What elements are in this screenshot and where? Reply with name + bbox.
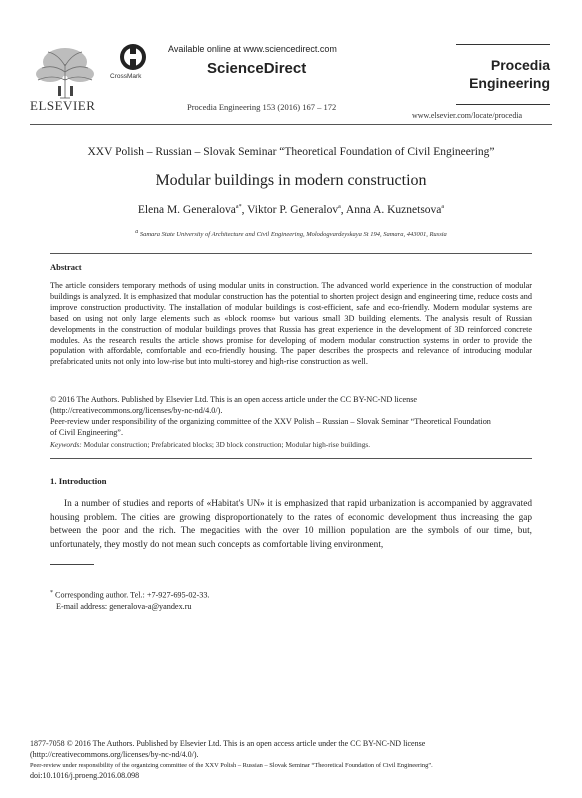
keywords [50, 440, 532, 449]
journal-title [460, 56, 550, 92]
keywords-text: Modular construction; Prefabricated blocks; 3D block construction; Modular high-rise buildings. [83, 440, 371, 449]
author-email[interactable]: E-mail address: generalova-a@yandex.ru [56, 601, 192, 611]
publisher-name: ELSEVIER [30, 98, 96, 113]
license-block [50, 395, 532, 439]
journal-url-link[interactable]: www.elsevier.com/locate/procedia [412, 111, 523, 120]
footer-peer-review: Peer-review under responsibility of the organizing committee of the XXV Polish – Russian – Slovak Seminar “Theoretical Foundation of Civil Engineering”. [30, 761, 433, 769]
crossmark-label: CrossMark [110, 73, 142, 80]
license-line: Peer-review under responsibility of the organizing committee of the XXV Polish – Russian – Slovak Seminar “Theoretical Foundation [50, 416, 491, 426]
license-link[interactable]: (http://creativecommons.org/licenses/by-nc-nd/4.0/). [50, 405, 223, 415]
affiliation-mark: a [135, 229, 139, 235]
author-name: Anna A. Kuznetsova [345, 204, 442, 216]
journal-title-line-1: Procedia [490, 57, 550, 73]
abstract-top-rule [50, 253, 532, 254]
introduction-text: In a number of studies and reports of «Habitat's UN» it is emphasized that rapid urbanization is accompanied by aggravated housing problem. The cities are growing disproportionately to the rates of economic development thus increasing the gap between the poor and the rich. The megacities with the over 10 million population are the symbols of our time, but, unfortunately, they mostly do not mean such concepts as comfortable living environment, [50, 499, 532, 550]
paper-title: Modular buildings in modern construction [155, 172, 427, 189]
header-rule [30, 124, 552, 125]
abstract-bottom-rule [50, 458, 532, 459]
footer-copyright: 1877-7058 © 2016 The Authors. Published by Elsevier Ltd. This is an open access article under the CC BY-NC-ND license [30, 739, 426, 748]
footer-doi[interactable]: doi:10.1016/j.proeng.2016.08.098 [30, 771, 140, 781]
author-list: Elena M. Generalova$^{a*}$, Viktor P. Generalov$^a$, Anna A. Kuznetsova$^a$ [137, 204, 445, 216]
available-online-text: Available online at www.sciencedirect.com [168, 44, 337, 54]
footnote-mark: * [50, 590, 53, 596]
introduction-body [50, 498, 532, 552]
footnote [50, 588, 209, 612]
keywords-label: Keywords: [50, 440, 82, 449]
abstract-body: The article considers temporary methods of using modular units in construction. The advanced world experience in the construction of modular buildings is analyzed. It is emphasized that modular construction has the potential to shorten project design and engineering time, reduce costs and improve construction productivity. The installation of modular buildings is cost-efficient, safe and eco-friendly. Modern modular systems are based on using not only large elements such as «block rooms» but various small 3D building elements. The analysis result of Russian developments in the construction of modular buildings proves that Russia has great experience in the development of 3D reinforced concrete modules. As the research results the article shows promise for developing of modern modular construction systems in order to provide the population with affordable, comfortable and eco-friendly housing. The paper describes the prospects and relevance of introducing modular prefabricated units not only into low-rise but into multi-storey and high-rise construction as well. [50, 281, 532, 367]
journal-reference: Procedia Engineering 153 (2016) 167 – 172 [187, 102, 337, 112]
author-affiliation-mark: a [441, 204, 445, 211]
sciencedirect-logo: ScienceDirect [207, 60, 307, 77]
license-line: © 2016 The Authors. Published by Elsevier Ltd. This is an open access article under the CC BY-NC-ND license [50, 395, 418, 404]
corresponding-author: Corresponding author. Tel.: +7-927-695-02-33. [55, 590, 210, 600]
page-footer [30, 739, 552, 782]
journal-title-line-2: Engineering [469, 75, 550, 91]
license-line: of Civil Engineering”. [50, 427, 123, 437]
author-affiliation-mark: a [338, 204, 341, 211]
footer-license-link[interactable]: (http://creativecommons.org/licenses/by-nc-nd/4.0/). [30, 749, 199, 759]
footnote-rule [50, 564, 94, 565]
abstract-heading: Abstract [50, 262, 82, 272]
section-heading: 1. Introduction [50, 476, 107, 486]
affiliation [30, 229, 552, 238]
author-name: Elena M. Generalova [137, 204, 236, 216]
affiliation-text: Samara State University of Architecture and Civil Engineering, Molodogvardeyskaya St 194, Samara, 443001, Russia [139, 231, 447, 239]
conference-name: XXV Polish – Russian – Slovak Seminar “Theoretical Foundation of Civil Engineering” [87, 146, 495, 158]
author-affiliation-mark: a* [235, 204, 242, 211]
author-name: Viktor P. Generalov [247, 204, 339, 216]
